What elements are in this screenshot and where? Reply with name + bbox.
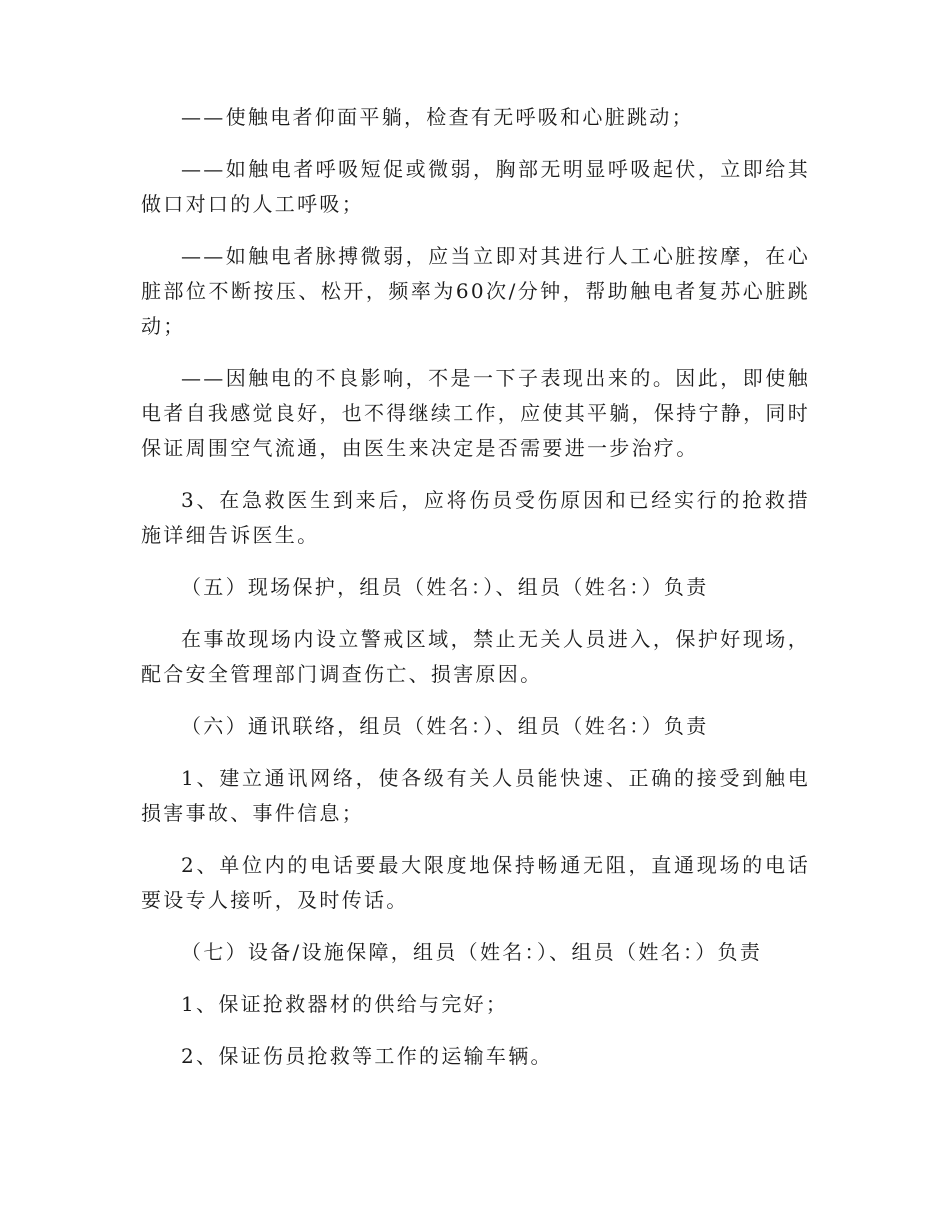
section-heading-communication: （六）通讯联络，组员（姓名：）、组员（姓名：）负责 bbox=[181, 714, 709, 738]
paragraph-rest-observation: ——因触电的不良影响，不是一下子表现出来的。因此，即使触电者自我感觉良好，也不得继续工作，应使其平躺，保持宁静，同时保证周围空气流通，由医生来决定是否需要进一步治疗。 bbox=[141, 366, 810, 460]
paragraph-artificial-respiration: ——如触电者呼吸短促或微弱，胸部无明显呼吸起伏，立即给其做口对口的人工呼吸； bbox=[141, 157, 810, 216]
paragraph-telephone: 2、单位内的电话要最大限度地保持畅通无阻，直通现场的电话要设专人接听，及时传话。 bbox=[141, 853, 810, 912]
paragraph-communication-network: 1、建立通讯网络，使各级有关人员能快速、正确的接受到触电损害事故、事件信息； bbox=[141, 766, 810, 825]
paragraph-inform-doctor: 3、在急救医生到来后，应将伤员受伤原因和已经实行的抢救措施详细告诉医生。 bbox=[141, 488, 810, 547]
paragraph-supine-check: ——使触电者仰面平躺，检查有无呼吸和心脏跳动； bbox=[181, 105, 694, 129]
paragraph-transport-vehicles: 2、保证伤员抢救等工作的运输车辆。 bbox=[181, 1044, 553, 1068]
paragraph-rescue-equipment: 1、保证抢救器材的供给与完好； bbox=[181, 992, 509, 1016]
section-heading-scene-protection: （五）现场保护，组员（姓名：）、组员（姓名：）负责 bbox=[181, 575, 709, 599]
paragraph-warning-zone: 在事故现场内设立警戒区域，禁止无关人员进入，保护好现场，配合安全管理部门调查伤亡、损害原因。 bbox=[141, 627, 810, 686]
paragraph-heart-massage: ——如触电者脉搏微弱，应当立即对其进行人工心脏按摩，在心脏部位不断按压、松开，频率为60次/分钟，帮助触电者复苏心脏跳动； bbox=[141, 244, 810, 338]
section-heading-equipment: （七）设备/设施保障，组员（姓名：）、组员（姓名：）负责 bbox=[181, 940, 763, 964]
